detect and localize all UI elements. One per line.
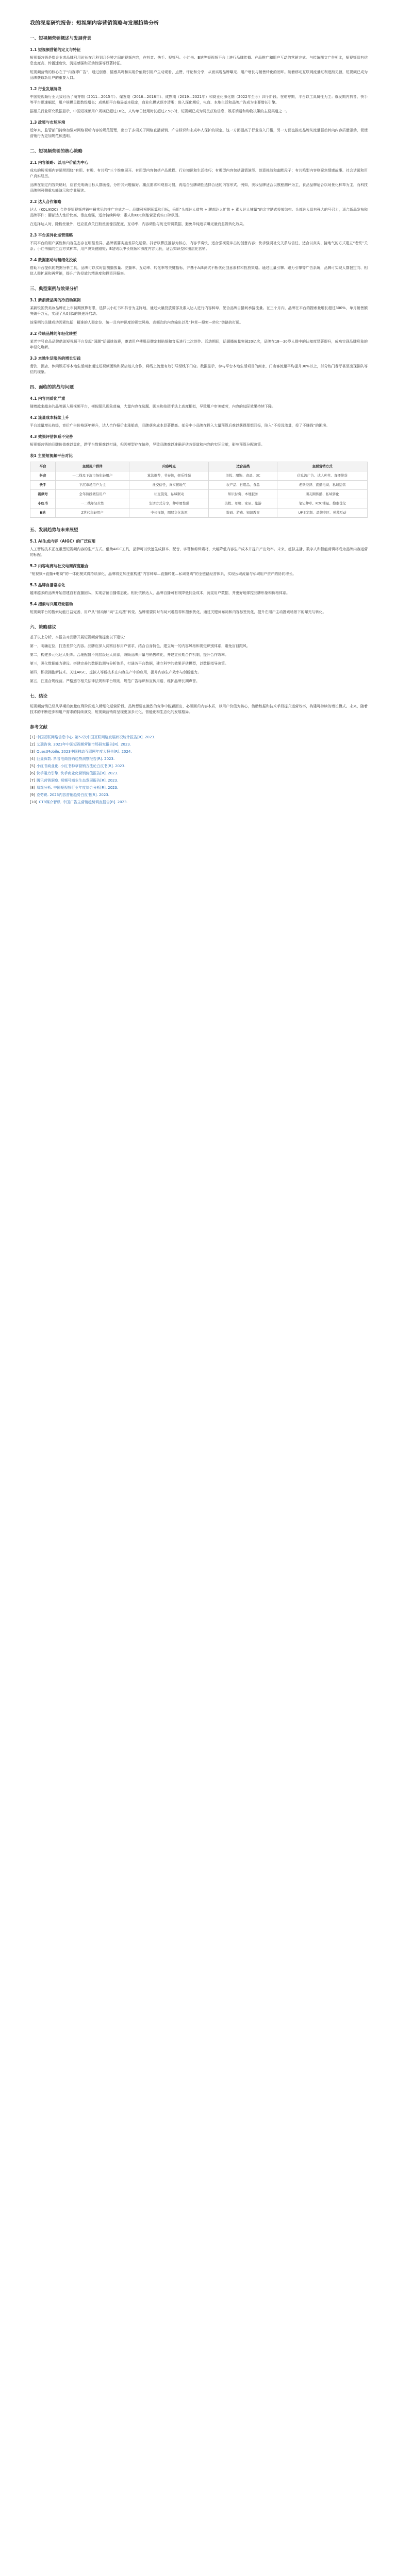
paragraph: 达人（KOL/KOC）合作是短视频营销中最常见的推广方式之一。品牌可根据预算和目标，采用“头部达人造势 + 腰部达人扩散 + 素人达人铺量”的金字塔式投放结构。头部达人具有强大的号召力，适合新品发布和品牌事件；腰部达人性价比高、垂直度强，适合持续种草；素人和KOC则能营造真实口碑氛围。	[30, 208, 368, 217]
section-heading: 六、策略建议	[30, 625, 57, 630]
reference-link[interactable]	[30, 771, 368, 776]
table-header-row	[30, 462, 368, 471]
table-cell: UP主定制、品牌专区、弹幕互动	[277, 509, 368, 518]
paragraph: 基于以上分析，本报告对品牌开展短视频营销提出以下建议：	[30, 635, 127, 639]
reference-text[interactable]: 克劳锐. 2023内容营销趋势白皮书[R]. 2023.	[36, 793, 110, 797]
paragraph: 某新锐国货美妆品牌在上市初期预算有限，选择以小红书和抖音为主阵地，通过大量投放腰部及素人达人进行内容种草，配合品牌自播间承接流量。在三个月内，品牌在平台的搜索量增长超过300%，单月销售额突破千万元，实现了从0到1的快速冷启动。	[30, 306, 368, 316]
paragraph: 短视频营销是指企业或品牌利用时长在几秒到几分钟之间的视频内容，在抖音、快手、视频号、小红书、B站等短视频平台上进行品牌传播、产品推广和用户互动的营销方式。与传统图文广告相比，短视频具有信息密度高、传播速度快、沉浸感强和互动性强等显著特征。	[30, 56, 368, 65]
reference-number: [3]	[30, 750, 35, 754]
subsection-heading: 4.1 内容同质化严重	[30, 396, 65, 401]
subsection-heading: 2.3 平台差异化运营策略	[30, 233, 73, 238]
table-row	[30, 509, 368, 518]
reference-number: [8]	[30, 786, 35, 790]
platform-comparison-table	[30, 462, 368, 518]
table-cell: 生活方式分享，种草属性强	[129, 499, 209, 509]
paragraph: 成功的短视频内容通常围绕“有用、有趣、有共鸣”三个维度展开。有用型内容包括产品教程、行业知识和生活技巧；有趣型内容包括剧情演绎、创意挑战和幽默段子；有共鸣型内容则聚焦情感故事、社会话题和用户真实经历。	[30, 168, 368, 178]
section-heading: 三、典型案例与效果分析	[30, 286, 78, 292]
paragraph: 第五，注重合规经营。严格遵守相关法律法规和平台规则，规范广告标识和宣传用语，维护品牌长期声誉。	[30, 679, 200, 683]
reference-link[interactable]	[30, 756, 368, 762]
subsection-heading: 2.4 数据驱动与精细化投放	[30, 258, 77, 262]
subsection-heading: 5.4 搜索与兴趣双轮驱动	[30, 602, 73, 606]
table-cell: 下沉市场用户为主	[56, 481, 129, 490]
reference-text[interactable]: 易观分析. 中国短视频行业年度综合分析[R]. 2023.	[36, 786, 119, 790]
section-heading: 五、发展趋势与未来展望	[30, 528, 78, 533]
subsection-heading: 1.1 短视频营销的定义与特征	[30, 47, 81, 52]
paragraph: 不同平台的用户属性和内容生态存在明显差异，品牌需要实施差异化运营。抖音以算法推荐为核心，内容节奏快，适合强视觉冲击的创意内容；快手强调社交关系与信任，适合以真实、接地气的方式建立“老铁”关系；小红书偏向生活方式种草，用户决策链路短；B站则以中长视频和深度内容见长，适合知识型和圈层化营销。	[30, 241, 368, 251]
table-cell: B站	[30, 509, 56, 518]
report-section	[30, 527, 368, 615]
reference-number: [2]	[30, 742, 35, 747]
table-cell: 农产品、日用品、食品	[209, 481, 277, 490]
content-part-3	[30, 527, 368, 715]
table-cell: 中长视频，圈层文化浓厚	[129, 509, 209, 518]
reference-number: [7]	[30, 778, 35, 783]
paragraph: 第二，构建多元化达人矩阵。合理配置不同层级达人资源，兼顾品牌声量与销售转化，并建立长期合作机制，提升合作效率。	[30, 653, 228, 657]
reference-link[interactable]	[30, 800, 368, 805]
reference-text[interactable]: 中国互联网络信息中心. 第52次中国互联网络发展状况统计报告[R]. 2023.	[36, 735, 156, 739]
paragraph: 第三，强化数据能力建设。搭建完善的数据监测与分析体系，打通各平台数据，建立科学的效果评估模型，以数据指导决策。	[30, 662, 228, 666]
paragraph: 随着越来越多的品牌涌入短视频平台，模仿跟风现象普遍，大量内容在选题、脚本和拍摄手法上高度相似，导致用户审美疲劳，内容的边际效果持续下降。	[30, 404, 275, 409]
reference-number: [1]	[30, 735, 35, 739]
paragraph: 餐饮、酒店、休闲娱乐等本地生活商家通过短视频团购和探店达人合作，将线上流量有效引导至线下门店。数据显示，参与平台本地生活项目的商家，门店客流量平均提升30%以上，部分热门餐厅甚至出现排队等位的现象。	[30, 364, 368, 374]
subsection-heading: 3.3 本地生活服务的增长实践	[30, 356, 81, 361]
reference-number: [10]	[30, 800, 38, 804]
table-cell: 一二线年轻女性	[56, 499, 129, 509]
table-cell: 朋友圈传播、私域转化	[277, 490, 368, 499]
table-cell: 笔记种草、KOC铺量、搜索优化	[277, 499, 368, 509]
paragraph: 第一，明确定位，打造差异化内容。品牌应深入洞察目标用户需求，结合自身特色，建立统一的内容风格和视觉识别体系，避免盲目跟风。	[30, 644, 250, 648]
table-row	[30, 481, 368, 490]
table-cell: 知识付费、本地服务	[209, 490, 277, 499]
table-cell: 全年龄段微信用户	[56, 490, 129, 499]
paragraph: 借助平台提供的数据分析工具，品牌可以实时监测播放量、完播率、互动率、转化率等关键指标，并基于A/B测试不断优化创意素材和投放策略。通过巨量引擎、磁力引擎等广告系统，品牌可实现人群包定向、相似人群扩展和再营销，提升广告投放的精准度和投资回报率。	[30, 266, 368, 276]
reference-link[interactable]	[30, 735, 368, 740]
reference-list	[30, 735, 368, 805]
subsection-heading: 5.2 内容电商与社交电商深度融合	[30, 564, 89, 568]
paragraph: 短视频营销的核心在于“内容即广告”，通过创意、情感共鸣和实用价值吸引用户主动观看、点赞、评论和分享，从而实现品牌曝光、用户增长与销售转化的闭环。随着移动互联网流量红利逐渐见顶，短视频已成为品牌获取新用户的重要入口。	[30, 70, 368, 80]
references-heading: 参考文献	[30, 725, 48, 730]
table-cell: 视频号	[30, 490, 56, 499]
table-row	[30, 471, 368, 481]
reference-text[interactable]: 巨量算数. 抖音电商营销趋势洞察报告[R]. 2023.	[36, 757, 115, 761]
reference-link[interactable]	[30, 749, 368, 755]
reference-text[interactable]: 腾讯营销洞察. 视频号商业生态发展报告[R]. 2023.	[36, 778, 119, 783]
paragraph: 某老字号食品品牌借助短视频平台发起“国潮”话题挑战赛，邀请用户使用品牌定制贴纸和音乐进行二次创作。活动期间，话题播放量突破20亿次，品牌在18—30岁人群中的认知度显著提升，成功实现品牌形象的年轻化焕新。	[30, 340, 368, 349]
document-title: 我的深度研究报告：短视频内容营销策略与发展趋势分析	[30, 21, 159, 26]
page-blank-area	[30, 807, 368, 1477]
subsection-heading: 5.1 AI生成内容（AIGC）的广泛应用	[30, 539, 96, 544]
reference-link[interactable]	[30, 778, 368, 784]
paragraph: 短视频营销已经从早期的流量红利阶段进入精细化运营阶段。品牌想要在激烈的竞争中脱颖而出，必须回归内容本质，以用户价值为核心，借助数据和技术手段提升运营效率，构建可持续的增长模式。未来，随着技术的不断进步和用户需求的持续演变，短视频营销将呈现更加多元化、智能化和生态化的发展格局。	[30, 704, 368, 714]
subsection-heading: 3.1 新消费品牌的冷启动案例	[30, 298, 81, 302]
reference-link[interactable]	[30, 764, 368, 769]
table-cell: 一二线及下沉市场年轻用户	[56, 471, 129, 481]
content-part-1	[30, 36, 368, 277]
table-body	[30, 471, 368, 518]
table-cell: 抖音	[30, 471, 56, 481]
reference-number: [5]	[30, 764, 35, 768]
table-header-cell: 平台	[30, 462, 56, 471]
table-cell: 信息流广告、达人种草、直播带货	[277, 471, 368, 481]
paragraph: 第四，积极拥抱新技术。关注AIGC、虚拟人等新技术在内容生产中的应用，提升内容生产效率与创新能力。	[30, 670, 202, 674]
paragraph: 近年来，监管部门持续加强对网络视听内容的规范管理，出台了多项关于网络直播营销、广告标识和未成年人保护的规定。这一方面提高了行业准入门槛，另一方面也推动品牌从流量驱动转向内容质量驱动，促使营销行为更加规范和透明。	[30, 128, 368, 138]
reference-number: [4]	[30, 757, 35, 761]
table-cell: Z世代年轻用户	[56, 509, 129, 518]
paragraph: 越来越多的品牌开始搭建自有直播团队，实现店铺自播常态化。相比依赖达人，品牌自播可有效降低佣金成本，沉淀用户数据，并更好地掌控品牌形象和价格体系。	[30, 591, 290, 595]
section-heading: 七、结论	[30, 694, 48, 699]
reference-number: [9]	[30, 793, 35, 797]
reference-text[interactable]: 艾瑞咨询. 2023年中国短视频营销市场研究报告[R]. 2023.	[36, 742, 131, 747]
comparison-table-section	[30, 453, 368, 518]
reference-text[interactable]: QuestMobile. 2023中国移动互联网年度大报告[R]. 2024.	[36, 750, 132, 754]
reference-link[interactable]	[30, 742, 368, 748]
table-cell: 美妆、母婴、家居、旅游	[209, 499, 277, 509]
reference-link[interactable]	[30, 792, 368, 798]
paragraph: 据相关行业研究数据显示，中国短视频用户规模已超过10亿，人均单日使用时长超过2.5小时，短视频已成为网民获取信息、娱乐消遣和购物决策的主要渠道之一。	[30, 109, 290, 113]
table-cell: 数码、游戏、知识教育	[209, 509, 277, 518]
table-cell: 美妆、服饰、食品、3C	[209, 471, 277, 481]
section-heading: 一、短视频营销概述与发展背景	[30, 36, 92, 41]
report-section	[30, 693, 368, 715]
table-header-cell: 主要营销方式	[277, 462, 368, 471]
subsection-heading: 3.2 传统品牌的年轻化转型	[30, 331, 77, 336]
table-header-cell: 适合品类	[209, 462, 277, 471]
subsection-heading: 4.3 效果评估体系不完善	[30, 434, 73, 439]
content-part-2	[30, 286, 368, 448]
subsection-heading: 1.2 行业发展阶段	[30, 87, 61, 91]
report-section	[30, 384, 368, 448]
table-title: 表1 主要短视频平台对比	[30, 453, 73, 458]
subsection-heading: 4.2 流量成本持续上升	[30, 415, 69, 420]
subsection-heading: 1.3 政策与市场环境	[30, 120, 65, 125]
table-cell: 老铁经济、直播电商、私域运营	[277, 481, 368, 490]
subsection-heading: 2.1 内容策略：以用户价值为中心	[30, 160, 89, 165]
section-heading: 四、面临的挑战与问题	[30, 385, 74, 390]
section-heading: 二、短视频营销的核心策略	[30, 149, 83, 154]
table-row	[30, 499, 368, 509]
subsection-heading: 5.3 品牌自播常态化	[30, 583, 65, 587]
subsection-heading: 2.2 达人合作策略	[30, 199, 61, 204]
table-cell: 快手	[30, 481, 56, 490]
reference-text[interactable]: 快手磁力引擎. 快手商业化营销价值报告[R]. 2023.	[36, 771, 119, 775]
report-section	[30, 286, 368, 375]
table-cell: 社交裂变，私域联动	[129, 490, 209, 499]
table-cell: 小红书	[30, 499, 56, 509]
paragraph: 该案例的关键成功因素包括：精准的人群定位、统一且有辨识度的视觉风格、高频次的内容输出以及“种草—搜索—转化”链路的打通。	[30, 320, 243, 325]
report-section	[30, 36, 368, 139]
table-cell: 算法推荐，节奏快，娱乐性强	[129, 471, 209, 481]
table-header-cell: 主要用户群体	[56, 462, 129, 471]
paragraph: 在选择达人时，除粉丝量外，还应重点关注粉丝画像匹配度、互动率、内容调性与历史带货数据，避免单纯追求曝光量而忽视转化效果。	[30, 222, 246, 226]
paragraph: 人工智能技术正在重塑短视频内容的生产方式。借助AIGC工具，品牌可以快速生成脚本、配音、字幕和剪辑素材，大幅降低内容生产成本并提升产出效率。未来，虚拟主播、数字人和智能剪辑将成为品牌内容运营的标配。	[30, 547, 368, 557]
paragraph: 中国短视频行业大致经历了萌芽期（2011—2015年）、爆发期（2016—2018年）、成熟期（2019—2021年）和商业化深化期（2022年至今）四个阶段。在萌芽期，平台以工具属性为主；爆发期内抖音、快手等平台迅速崛起，用户规模呈指数级增长；成熟期平台格局基本稳定，商业化模式逐步清晰；进入深化期后，电商、本地生活和品牌广告成为主要增长引擎。	[30, 95, 368, 105]
paragraph: 品牌在制定内容策略时，应首先明确目标人群画像，分析其兴趣偏好、痛点需求和观看习惯，再结合品牌调性选择合适的内容形式。例如，美妆品牌适合以教程测评为主，食品品牌适合以场景化种草为主，而科技品牌则可侧重功能演示和专业解读。	[30, 183, 368, 193]
paragraph: 短视频平台的搜索功能日益完善，用户从“被动刷”向“主动搜”转变。品牌需要同时布局兴趣推荐和搜索优化，通过关键词布局和内容标签优化，提升在用户主动搜索场景下的曝光与转化。	[30, 610, 326, 614]
reference-link[interactable]	[30, 785, 368, 791]
reference-text[interactable]: CTR媒介智讯. 中国广告主营销趋势调查报告[R]. 2023.	[39, 800, 128, 804]
reference-text[interactable]: 小红书商业化. 小红书种草营销方法论白皮书[R]. 2023.	[36, 764, 126, 768]
paragraph: 短视频营销的品牌价值难以量化，跨平台数据难以打通，归因模型存在偏差，导致品牌难以准确评估各渠道和内容的实际贡献，影响预算分配决策。	[30, 443, 265, 447]
table-header-cell: 内容特点	[129, 462, 209, 471]
report-section	[30, 148, 368, 277]
table-cell: 社交信任，真实接地气	[129, 481, 209, 490]
paragraph: 平台流量增长放缓，竞价广告价格逐年攀升，达人合作报价水涨船高，品牌获客成本显著提高。部分中小品牌在投入大量预算后难以获得理想回报，陷入“不投没流量，投了不赚钱”的困境。	[30, 423, 330, 428]
reference-number: [6]	[30, 771, 35, 775]
report-section	[30, 624, 368, 684]
paragraph: “短视频+直播+电商”的一体化模式将持续深化，品牌将更加注重构建“内容种草—直播转化—私域复购”的全链路经营体系，实现公域流量与私域用户资产的协同增长。	[30, 572, 296, 576]
table-row	[30, 490, 368, 499]
